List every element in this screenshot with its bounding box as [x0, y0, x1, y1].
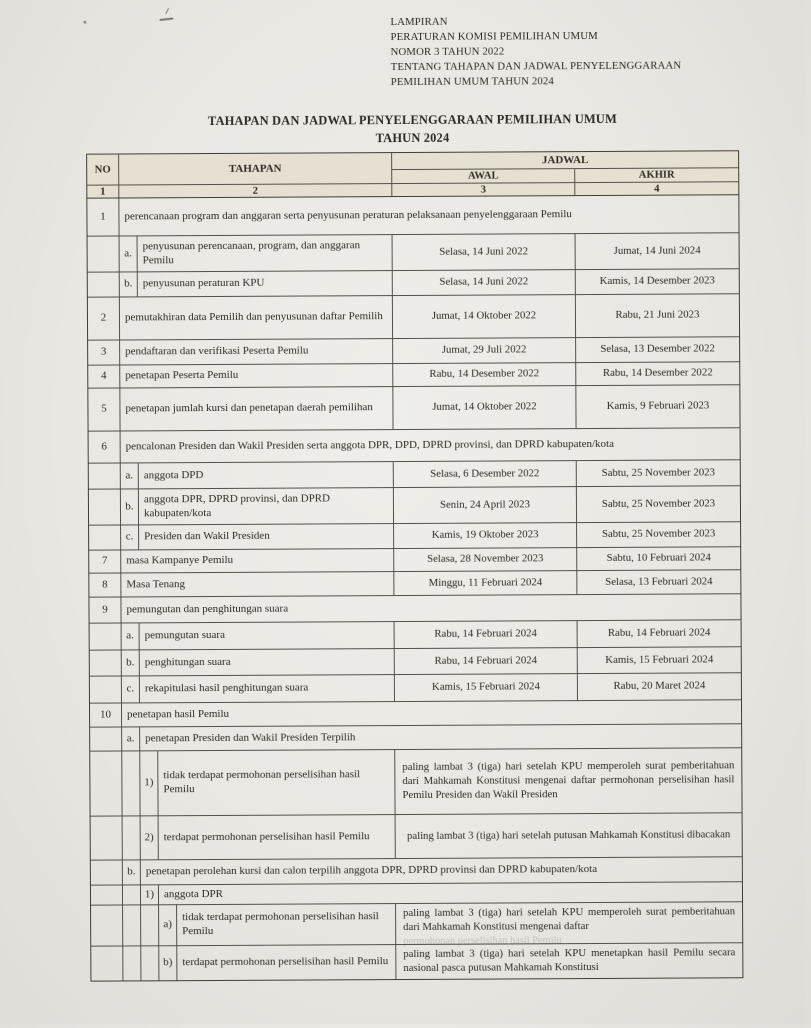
letter-cell: a. [120, 236, 138, 271]
no-cell: 5 [88, 388, 120, 430]
akhir-cell: Sabtu, 25 November 2023 [601, 527, 716, 541]
stage-cell: penetapan Peserta Pemilu [120, 364, 393, 387]
table-row [90, 724, 741, 751]
no-cell: 1 [87, 198, 119, 235]
akhir-cell: Selasa, 13 Februari 2024 [605, 575, 713, 588]
jadwal-faded-text: permohonan perselisihan hasil Pemilu [403, 935, 562, 947]
pencil-dot-mark [83, 21, 86, 24]
stage-cell: perencanaan program dan anggaran serta penyusunan peraturan pelaksanaan penyelenggaraan Pemilu [124, 207, 572, 223]
letter-cell: c. [122, 676, 140, 702]
number-cell: 2) [141, 816, 159, 859]
header-line: PEMILIHAN UMUM TAHUN 2024 [390, 74, 554, 88]
empty-cell [90, 623, 122, 649]
akhir-cell: Kamis, 14 Desember 2023 [599, 274, 715, 288]
table-row [90, 647, 741, 676]
table-row [88, 269, 739, 297]
jadwal-cell: paling lambat 3 (tiga) hari setelah KPU memperoleh surat pemberitahuan dari Mahkamah Konstitusi mengenai daftar permohonan perselisihan hasil Pemilu Presiden dan Wakil Presiden [402, 759, 735, 801]
empty-cell [89, 489, 121, 524]
table-row [90, 620, 741, 650]
awal-cell: Rabu, 14 Desember 2022 [393, 363, 576, 386]
akhir-cell: Selasa, 13 Desember 2022 [600, 342, 715, 356]
table-row [91, 943, 742, 980]
letter-cell: b. [120, 272, 138, 296]
stage-cell: penetapan hasil Pemilu [127, 707, 230, 721]
table-row [88, 385, 739, 431]
header-line: NOMOR 3 TAHUN 2022 [390, 45, 505, 58]
awal-cell: Kamis, 19 Oktober 2023 [394, 523, 577, 548]
empty-cell [90, 751, 122, 815]
empty-cell [91, 860, 123, 884]
table-row [89, 522, 740, 550]
header-awal: AWAL [392, 169, 575, 183]
stage-cell: rekapitulasi hasil penghitungan suara [140, 675, 395, 702]
pencil-scribble-mark [159, 9, 175, 22]
stage-cell: penetapan Presiden dan Wakil Presiden Terpilih [145, 730, 356, 745]
stage-cell: penyusunan peraturan KPU [138, 271, 393, 296]
subletter-cell: a) [159, 905, 177, 945]
awal-cell: Selasa, 14 Juni 2022 [393, 270, 576, 295]
table-row [90, 673, 741, 703]
jadwal-cell: paling lambat 3 (tiga) hari setelah KPU menetapkan hasil Pemilu secara nasional pasca putusan Mahkamah Konstitusi [403, 946, 736, 974]
table-row [90, 700, 741, 727]
number-cell: 1) [141, 885, 159, 904]
stage-cell: penghitungan suara [140, 649, 395, 675]
page-title-line1: TAHAPAN DAN JADWAL PENYELENGGARAAN PEMILIHAN UMUM [207, 111, 617, 129]
jadwal-cell [396, 902, 742, 947]
table-row [88, 233, 739, 272]
akhir-cell: Rabu, 14 Februari 2024 [607, 626, 711, 640]
stage-cell: masa Kampanye Pemilu [121, 549, 394, 572]
awal-cell: Selasa, 6 Desember 2022 [394, 461, 577, 487]
letter-cell: b. [121, 489, 139, 524]
akhir-cell: Rabu, 14 Desember 2022 [602, 366, 713, 380]
header-no: NO [87, 154, 119, 184]
empty-cell [123, 946, 141, 980]
stage-cell: penetapan perolehan kursi dan calon terpilih anggota DPR, DPRD provinsi dan DPRD kabupaten/kota [145, 863, 598, 878]
empty-cell [91, 946, 123, 980]
table-header [87, 151, 738, 198]
no-cell: 4 [88, 365, 120, 387]
schedule-table [86, 150, 743, 981]
no-cell: 8 [89, 573, 121, 596]
no-cell: 3 [88, 340, 120, 364]
empty-cell [91, 905, 123, 945]
stage-cell: pemungutan suara [140, 622, 395, 649]
awal-cell: Kamis, 15 Februari 2024 [395, 674, 578, 701]
akhir-cell: Rabu, 21 Juni 2023 [615, 308, 700, 322]
no-cell: 7 [89, 550, 121, 572]
table-row [91, 857, 742, 885]
letter-cell: a. [122, 623, 140, 649]
table-row [89, 460, 740, 489]
stage-cell: pencalonan Presiden dan Wakil Presiden serta anggota DPR, DPD, DPRD provinsi, dan DPRD kabupaten/kota [125, 437, 615, 453]
stage-cell: anggota DPR [163, 887, 224, 900]
awal-cell: Senin, 24 April 2023 [394, 487, 577, 523]
letter-cell: b. [123, 860, 141, 884]
stage-cell: pendaftaran dan verifikasi Peserta Pemilu [120, 339, 393, 364]
stage-cell: Masa Tenang [121, 572, 394, 596]
empty-cell [90, 676, 122, 702]
empty-cell [122, 751, 140, 815]
empty-cell [90, 727, 122, 750]
letter-cell: b. [122, 650, 140, 675]
stage-cell: terdapat permohonan perselisihan hasil Pemilu [159, 815, 396, 859]
akhir-cell: Sabtu, 10 Februari 2024 [606, 551, 711, 565]
no-cell: 2 [88, 297, 120, 339]
empty-cell [91, 816, 123, 859]
header-tahapan: TAHAPAN [119, 153, 392, 184]
table-row [89, 428, 740, 463]
table-row [88, 362, 739, 388]
header-col-number: 4 [575, 181, 738, 195]
page-title-line2: TAHUN 2024 [375, 130, 450, 146]
stage-cell: penetapan jumlah kursi dan penetapan daerah pemilihan [120, 387, 393, 430]
header-col-number: 3 [392, 182, 575, 196]
stage-cell: anggota DPR, DPRD provinsi, dan DPRD kabupaten/kota [139, 488, 394, 524]
akhir-cell: Kamis, 9 Februari 2023 [606, 399, 710, 413]
akhir-cell: Jumat, 14 Juni 2024 [613, 244, 701, 257]
empty-cell [123, 816, 141, 859]
stage-cell: tidak terdapat permohonan perselisihan hasil Pemilu [177, 904, 396, 945]
subletter-cell: b) [159, 946, 177, 980]
empty-cell [90, 650, 122, 675]
empty-cell [141, 905, 159, 945]
empty-cell [89, 525, 121, 549]
akhir-cell: Kamis, 15 Februari 2024 [605, 653, 714, 666]
header-line: TENTANG TAHAPAN DAN JADWAL PENYELENGGARAAN [390, 59, 682, 73]
page-title [86, 110, 739, 149]
akhir-cell: Sabtu, 25 November 2023 [601, 466, 715, 479]
table-row [91, 902, 742, 946]
awal-cell: Jumat, 14 Oktober 2022 [393, 386, 576, 429]
table-row [88, 337, 739, 365]
table-row [89, 486, 740, 525]
stage-cell: tidak terdapat permohonan perselisihan hasil Pemilu [158, 750, 395, 815]
table-row [89, 570, 740, 597]
document-header-block [390, 14, 681, 90]
stage-cell: pemutakhiran data Pemilih dan penyusunan daftar Pemilih [120, 296, 393, 339]
empty-cell [141, 946, 159, 980]
empty-cell [123, 905, 141, 945]
empty-cell [88, 236, 120, 271]
awal-cell: Selasa, 14 Juni 2022 [393, 234, 576, 270]
stage-cell: terdapat permohonan perselisihan hasil Pemilu [177, 945, 396, 980]
letter-cell: a. [122, 727, 140, 750]
stage-cell: pemungutan dan penghitungan suara [126, 602, 289, 616]
jadwal-text: paling lambat 3 (tiga) hari setelah KPU memperoleh surat pemberitahuan dari Mahkamah Konstitusi mengenai daftar [403, 905, 736, 933]
letter-cell: a. [121, 463, 139, 488]
awal-cell: Jumat, 14 Oktober 2022 [393, 295, 576, 338]
awal-cell: Rabu, 14 Februari 2024 [395, 648, 578, 674]
header-col-number: 1 [87, 184, 119, 197]
akhir-cell: Sabtu, 25 November 2023 [601, 497, 716, 510]
table-row [89, 547, 740, 573]
header-akhir: AKHIR [638, 169, 675, 181]
table-row [87, 195, 738, 236]
header-line: LAMPIRAN [390, 15, 448, 29]
header-col-number: 2 [119, 183, 392, 197]
no-cell: 10 [90, 703, 122, 726]
empty-cell [91, 885, 123, 904]
awal-cell: Minggu, 11 Februari 2024 [394, 571, 577, 595]
jadwal-cell: paling lambat 3 (tiga) hari setelah putusan Mahkamah Konstitusi dibacakan [407, 827, 731, 842]
number-cell: 1) [140, 751, 158, 815]
empty-cell [88, 272, 120, 296]
no-cell: 6 [89, 431, 121, 462]
awal-cell: Jumat, 29 Juli 2022 [393, 338, 576, 363]
header-line: PERATURAN KOMISI PEMILIHAN UMUM [390, 29, 598, 43]
table-row [88, 294, 739, 340]
stage-cell: penyusunan perencanaan, program, dan anggaran Pemilu [138, 235, 393, 271]
table-row [89, 594, 740, 623]
no-cell: 9 [89, 597, 121, 622]
letter-cell: c. [121, 525, 139, 549]
empty-cell [89, 463, 121, 488]
table-row [91, 813, 742, 860]
empty-cell [123, 885, 141, 904]
header-jadwal: JADWAL [392, 151, 738, 170]
awal-cell: Selasa, 28 November 2023 [394, 548, 577, 571]
akhir-cell: Rabu, 20 Maret 2024 [613, 679, 706, 693]
awal-cell: Rabu, 14 Februari 2024 [395, 621, 578, 648]
table-row [90, 748, 741, 816]
stage-cell: Presiden dan Wakil Presiden [139, 524, 394, 549]
stage-cell: anggota DPD [139, 462, 394, 488]
